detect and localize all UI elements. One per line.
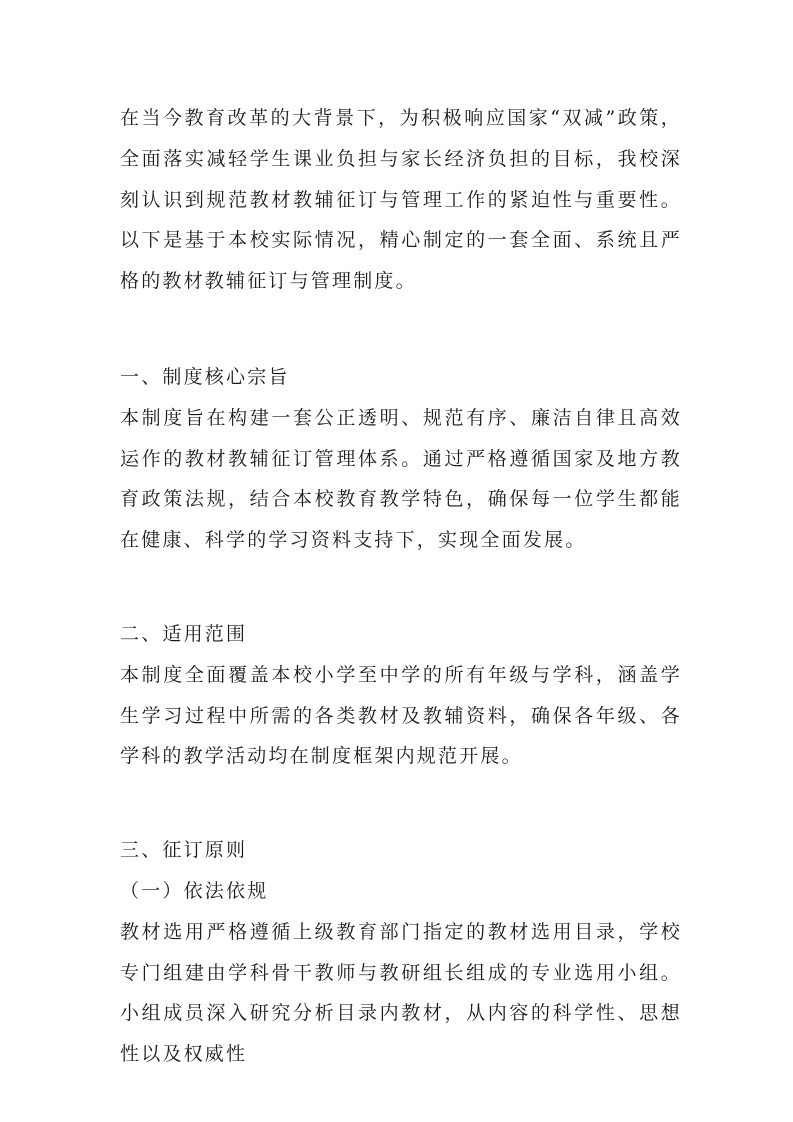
spacer xyxy=(120,602,682,614)
section-heading-purpose: 一、制度核心宗旨 xyxy=(120,365,290,388)
document-page xyxy=(120,98,682,1075)
subsection-body-legal: 教材选用严格遵循上级教育部门指定的教材选用目录，学校专门组建由学科骨干教师与教研组长组成的专业选用小组。小组成员深入研究分析目录内教材，从内容的科学性、思想性以及权威性 xyxy=(120,920,682,1066)
section-body-purpose: 本制度旨在构建一套公正透明、规范有序、廉洁自律且高效运作的教材教辅征订管理体系。通过严格遵循国家及地方教育政策法规，结合本校教育教学特色，确保每一位学生都能在健康、科学的学习资料支持下，实现全面发展。 xyxy=(120,406,682,552)
spacer xyxy=(120,818,682,830)
spacer xyxy=(120,302,682,343)
section-body-scope: 本制度全面覆盖本校小学至中学的所有年级与学科，涵盖学生学习过程中所需的各类教材及教辅资料，确保各年级、各学科的教学活动均在制度框架内规范开展。 xyxy=(120,663,682,768)
spacer xyxy=(120,777,682,818)
subsection-heading-legal: （一）依法依规 xyxy=(120,879,269,902)
section-heading-principles: 三、征订原则 xyxy=(120,839,248,862)
section-heading-scope: 二、适用范围 xyxy=(120,622,248,645)
intro-paragraph: 在当今教育改革的大背景下，为积极响应国家“双减”政策，全面落实减轻学生课业负担与家长经济负担的目标，我校深刻认识到规范教材教辅征订与管理工作的紧迫性与重要性。以下是基于本校实际情况，精心制定的一套全面、系统且严格的教材教辅征订与管理制度。 xyxy=(120,107,682,293)
spacer xyxy=(120,343,682,357)
spacer xyxy=(120,561,682,602)
